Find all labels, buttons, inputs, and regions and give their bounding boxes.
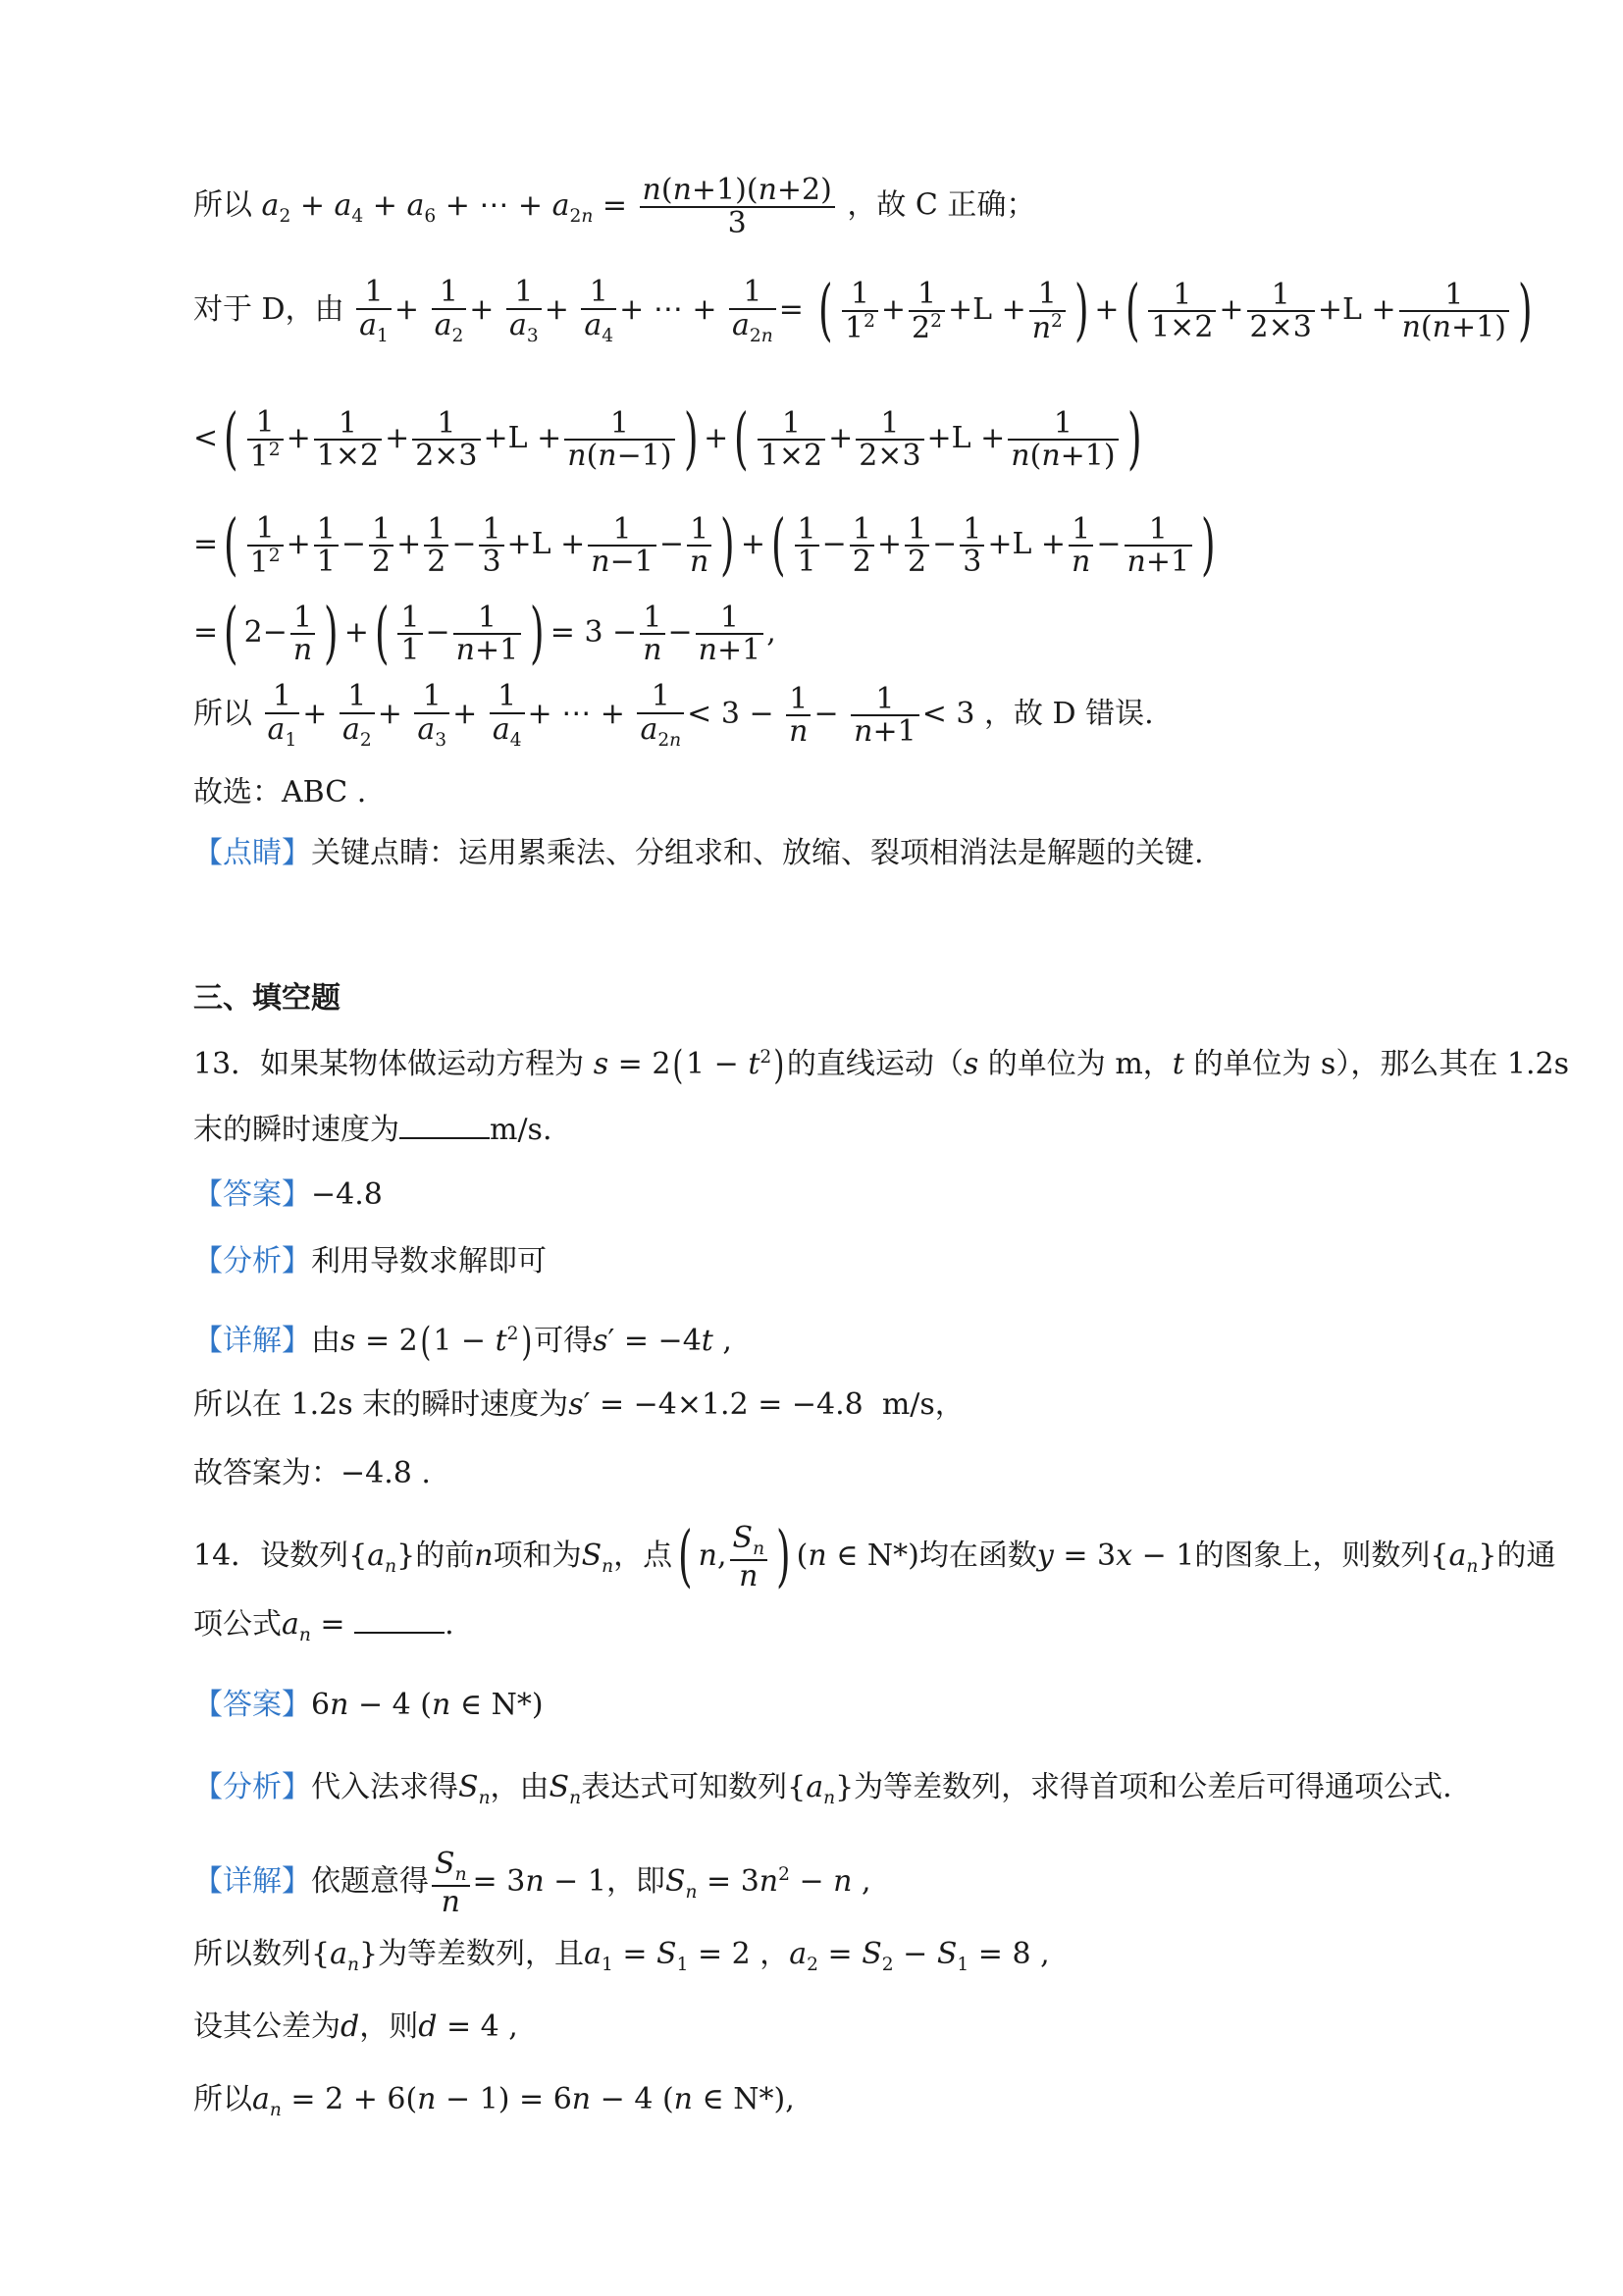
math-motion-eq: $s = 2(1 - t^2)$ [593,1043,785,1088]
detail-tag: 【详解】 [193,1324,311,1358]
q13-line2: 末的瞬时速度为 m/s. [193,1113,552,1147]
q13-detail: 【详解】由$s = 2(1 - t^2)$可得s′ = −4t , [193,1320,732,1365]
math-telescoping: =( $\frac{1}{1^2}$ + $\frac{1}{1}$ − $\frac{1}{2}$ + $\frac{1}{2}$ − $\frac{1}{3}$ +L + $\frac{1}{n-1}$ − $\frac{1}{n}$ ) +( $\frac{1}{1}$ − $\frac{1}{2}$ + $\frac{1}{2}$ − $\frac{1}{3}$ +L + $\frac{1}{n}$ − $\frac{1}{n+1}$ ) [193,506,1216,584]
q13-final: 故答案为：−4.8 . [193,1456,431,1490]
q13-line1: 13．如果某物体做运动方程为 $s = 2(1 - t^2)$的直线运动（s 的单位为 m，t 的单位为 s），那么其在 1.2s [193,1043,1569,1088]
q13-answer: 【答案】−4.8 [193,1177,383,1212]
answer-blank [399,1112,490,1139]
analysis-tag: 【分析】 [193,1770,311,1804]
q13-analysis: 【分析】利用导数求解即可 [193,1244,547,1278]
tip-line: 【点睛】关键点睛：运用累乘法、分组求和、放缩、裂项相消法是解题的关键. [193,836,1204,870]
q14-arith: 所以数列$\{a_n\}$为等差数列，且$a_1 = S_1 = 2$ ，$a_2 = S_2 - S_1 = 8$ , [193,1937,1050,1975]
choice-line: 故选：ABC . [193,775,367,809]
detail-tag: 【详解】 [193,1864,311,1900]
inequality-line [193,400,1147,478]
analysis-tag: 【分析】 [193,1244,311,1278]
math-d-conclusion: $\frac{1}{a_1}$ + $\frac{1}{a_2}$ + $\frac{1}{a_3}$ + $\frac{1}{a_4}$ + ⋯ + $\frac{1}{a_{2n}}$ < 3 − $\frac{1}{n}$ − $\frac{1}{n+1}$ < 3 [262,697,975,731]
answer-blank [354,1606,445,1634]
d-intro-line: 对于 D，由 $\frac{1}{a_1}$ + $\frac{1}{a_2}$ + $\frac{1}{a_3}$ + $\frac{1}{a_4}$ + ⋯ + $\frac{1}{a_{2n}}$ = ( $\frac{1}{1^2}$ + $\frac{1}{2^2}$ +L + $\frac{1}{n^2}$ ) +( $\frac{1}{1\times 2}$ + $\frac{1}{2\times 3}$ +L + $\frac{1}{n(n+1)}$ ) [193,277,1538,345]
q14-final: 所以$a_n = 2 + 6(n - 1) = 6n - 4$ (n ∈ N*), [193,2082,795,2120]
math-reciprocal-sum: $\frac{1}{a_1}$ + $\frac{1}{a_2}$ + $\frac{1}{a_3}$ + $\frac{1}{a_4}$ + ⋯ + $\frac{1}{a_{2n}}$ = ( $\frac{1}{1^2}$ + $\frac{1}{2^2}$ +L + $\frac{1}{n^2}$ ) +( $\frac{1}{1\times 2}$ + $\frac{1}{2\times 3}$ +L + $\frac{1}{n(n+1)}$ ) [353,292,1538,327]
math-bound: <( $\frac{1}{1^2}$ + $\frac{1}{1\times 2}$ + $\frac{1}{2\times 3}$ +L + $\frac{1}{n(n-1)}$ ) +( $\frac{1}{1\times 2}$ + $\frac{1}{2\times 3}$ +L + $\frac{1}{n(n+1)}$ ) [193,400,1142,478]
q14-line2: 项公式$a_n$ = . [193,1607,454,1645]
simplify-line [193,595,776,672]
q14-diff: 设其公差为d，则d = 4 , [193,2009,518,2044]
q14-detail: 【详解】依题意得 $\frac{S_n}{n}$ = 3n − 1，即$S_n = 3n^2 - n$ , [193,1847,871,1919]
math-simplify: =( 2− $\frac{1}{n}$ ) +( $\frac{1}{1}$ − $\frac{1}{n+1}$ ) = 3 − $\frac{1}{n}$ − $\frac{1}{n+1}$ , [193,595,776,672]
math-sum-even: $a_2 + a_4 + a_6$ + ⋯ + $a_{2n}$ = $\frac{n(n+1)(n+2)}{3}$ [262,188,838,223]
q13-velocity: 所以在 1.2s 末的瞬时速度为s′ = −4×1.2 = −4.8 m/s， [193,1387,965,1422]
section-title: 三、填空题 [193,981,340,1016]
tip-tag: 【点睛】 [193,836,311,870]
c-conclusion-line: 所以 $a_2 + a_4 + a_6$ + ⋯ + $a_{2n}$ = $\frac{n(n+1)(n+2)}{3}$ ，故 C 正确； [193,173,1036,240]
d-conclusion-line: 所以 $\frac{1}{a_1}$ + $\frac{1}{a_2}$ + $\frac{1}{a_3}$ + $\frac{1}{a_4}$ + ⋯ + $\frac{1}{a_{2n}}$ < 3 − $\frac{1}{n}$ − $\frac{1}{n+1}$ < 3 ，故 D 错误. [193,679,1154,751]
answer-tag: 【答案】 [193,1177,311,1212]
q14-answer: 【答案】6n − 4 (n ∈ N*) [193,1688,544,1722]
q14-line1: 14．设数列$\{a_n\}$的前n项和为$S_n$，点( n, $\frac{S_n}{n}$ ) (n ∈ N*)均在函数y = 3x − 1的图象上，则数列$\{a_n\}$的通 [193,1518,1556,1596]
telescoping-line [193,506,1222,584]
answer-tag: 【答案】 [193,1688,311,1722]
q14-analysis: 【分析】代入法求得$S_n$，由$S_n$表达式可知数列$\{a_n\}$为等差数列，求得首项和公差后可得通项公式. [193,1770,1452,1808]
